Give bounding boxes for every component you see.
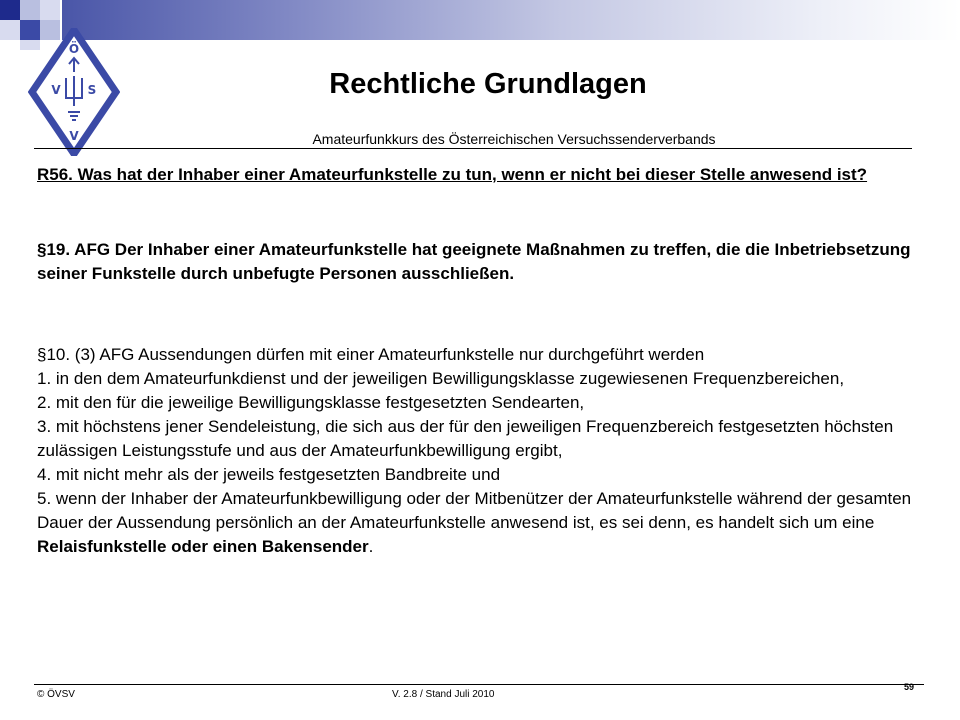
law-item: 4. mit nicht mehr als der jeweils festgesetzten Bandbreite und — [37, 465, 501, 484]
law-text — [37, 343, 927, 559]
footer-copyright: © ÖVSV — [37, 689, 75, 700]
logo-letter: V — [51, 83, 61, 97]
answer-text: §19. AFG Der Inhaber einer Amateurfunkstelle hat geeignete Maßnahmen zu treffen, die die Inbetriebsetzung seiner Funkstelle durch unbefugte Personen ausschließen. — [37, 240, 911, 283]
decor-square — [0, 20, 20, 40]
law-item: 2. mit den für die jeweilige Bewilligungsklasse festgesetzten Sendearten, — [37, 393, 585, 412]
law-item-5-text: 5. wenn der Inhaber der Amateurfunkbewilligung oder der Mitbenützer der Amateurfunkstelle während der gesamten Dauer der Aussendung persönlich an der Amateurfunkstelle anwesend ist, es sei denn, es handelt sich um eine — [37, 489, 912, 532]
law-item: 1. in den dem Amateurfunkdienst und der jeweiligen Bewilligungsklasse zugewiesenen Frequenzbereichen, — [37, 369, 845, 388]
footer-divider — [34, 684, 924, 685]
law-item: 3. mit höchstens jener Sendeleistung, die sich aus der für den jeweiligen Frequenzbereich festgesetzten höchsten zulässigen Leistungsstufe und aus der Amateurfunkbewilligung ergibt, — [37, 417, 894, 460]
header-gradient-bar — [62, 0, 960, 40]
header-divider — [34, 148, 912, 149]
law-item-5 — [37, 487, 927, 559]
logo-letter: V — [69, 129, 79, 143]
law-item-5-end: . — [368, 537, 374, 556]
page-subtitle: Amateurfunkkurs des Österreichischen Versuchssenderverbands — [312, 131, 716, 147]
footer-version: V. 2.8 / Stand Juli 2010 — [392, 689, 495, 700]
logo-letter: S — [87, 83, 97, 97]
law-intro: §10. (3) AFG Aussendungen dürfen mit einer Amateurfunkstelle nur durchgeführt werden — [37, 345, 705, 364]
law-item-5-emphasis: Relaisfunkstelle oder einen Bakensender — [37, 537, 369, 556]
page-title: Rechtliche Grundlagen — [329, 68, 647, 100]
logo-letter: Ö — [68, 42, 80, 56]
decor-square — [40, 0, 60, 20]
question-text: R56. Was hat der Inhaber einer Amateurfunkstelle zu tun, wenn er nicht bei dieser Stelle anwesend ist? — [37, 165, 868, 184]
decor-square — [0, 0, 20, 20]
decor-square — [20, 0, 40, 20]
page-number: 59 — [904, 682, 915, 692]
header-decoration — [0, 0, 960, 40]
